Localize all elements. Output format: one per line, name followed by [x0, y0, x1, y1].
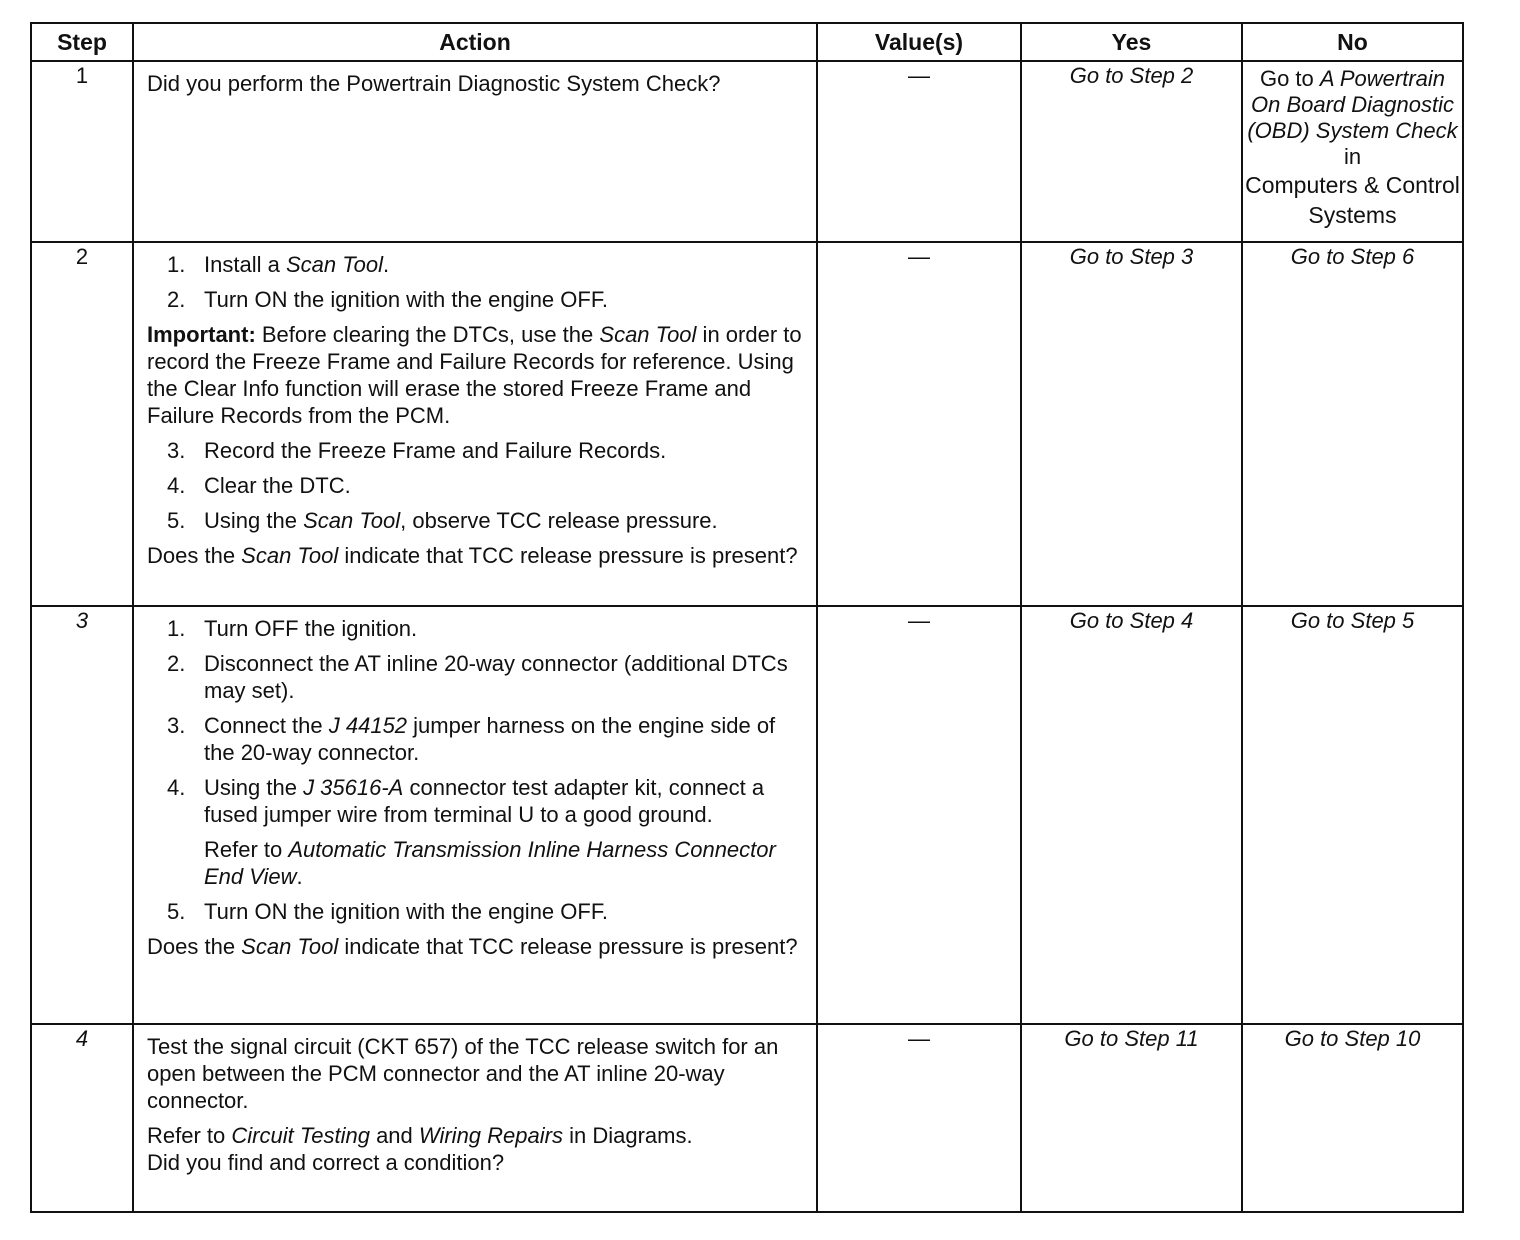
reference-note: Refer to Automatic Transmission Inline Harness Connector End View. — [204, 837, 776, 889]
step-number: 3 — [31, 606, 133, 1024]
value-cell: — — [817, 242, 1021, 606]
no-text: Go to — [1259, 66, 1320, 91]
no-cell: Go to Step 6 — [1242, 242, 1463, 606]
header-action: Action — [133, 23, 817, 61]
value-cell: — — [817, 61, 1021, 242]
list-item: 2. Turn ON the ignition with the engine OFF. — [167, 287, 608, 312]
step-list — [147, 898, 806, 925]
step-number: 1 — [31, 61, 133, 242]
yes-cell: Go to Step 3 — [1021, 242, 1242, 606]
action-cell — [133, 61, 817, 242]
table-row — [31, 242, 1463, 606]
important-note: Important: Before clearing the DTCs, use the Scan Tool in order to record the Freeze Frame and Failure Records for reference. Using the Clear Info function will erase the stored Freeze Frame and Failure Records from the PCM. — [147, 322, 802, 428]
table-row — [31, 1024, 1463, 1212]
list-item: 2. Disconnect the AT inline 20-way connector (additional DTCs may set). — [167, 651, 788, 703]
value-cell: — — [817, 1024, 1021, 1212]
no-cell: Go to Step 5 — [1242, 606, 1463, 1024]
action-question: Does the Scan Tool indicate that TCC release pressure is present? — [147, 934, 798, 959]
action-text: Test the signal circuit (CKT 657) of the TCC release switch for an open between the PCM connector and the AT inline 20-way connector. — [147, 1034, 779, 1113]
list-item: 3. Record the Freeze Frame and Failure Records. — [167, 438, 667, 463]
yes-cell: Go to Step 2 — [1021, 61, 1242, 242]
reference-note: Refer to Circuit Testing and Wiring Repairs in Diagrams. — [147, 1123, 693, 1148]
header-yes: Yes — [1021, 23, 1242, 61]
no-text: in — [1343, 144, 1362, 169]
list-item: 4. Using the J 35616-A connector test adapter kit, connect a fused jumper wire from terminal U to a good ground. — [167, 775, 765, 827]
diagnostic-table — [30, 22, 1464, 1213]
no-cell — [1242, 61, 1463, 242]
step-list — [147, 437, 806, 534]
list-item: 4. Clear the DTC. — [167, 473, 351, 498]
action-question: Does the Scan Tool indicate that TCC release pressure is present? — [147, 543, 798, 568]
list-item: 5. Turn ON the ignition with the engine OFF. — [167, 899, 608, 924]
step-list — [147, 615, 806, 828]
table-row — [31, 61, 1463, 242]
table-row — [31, 606, 1463, 1024]
list-item: 1. Turn OFF the ignition. — [167, 616, 418, 641]
header-values: Value(s) — [817, 23, 1021, 61]
step-number: 4 — [31, 1024, 133, 1212]
no-link-text: A Powertrain On Board Diagnostic (OBD) System Check — [1247, 66, 1458, 143]
list-item: 5. Using the Scan Tool, observe TCC release pressure. — [167, 508, 718, 533]
action-cell — [133, 242, 817, 606]
action-question: Did you find and correct a condition? — [147, 1150, 505, 1175]
step-list — [147, 251, 806, 313]
action-cell — [133, 1024, 817, 1212]
header-step: Step — [31, 23, 133, 61]
header-row — [31, 23, 1463, 61]
list-item: 1. Install a Scan Tool. — [167, 252, 390, 277]
header-no: No — [1242, 23, 1463, 61]
value-cell: — — [817, 606, 1021, 1024]
action-question: Did you perform the Powertrain Diagnostic System Check? — [147, 71, 721, 96]
step-number: 2 — [31, 242, 133, 606]
yes-cell: Go to Step 4 — [1021, 606, 1242, 1024]
action-cell — [133, 606, 817, 1024]
list-item: 3. Connect the J 44152 jumper harness on the engine side of the 20-way connector. — [167, 713, 776, 765]
no-manual-name: Computers & Control Systems — [1245, 172, 1460, 228]
yes-cell: Go to Step 11 — [1021, 1024, 1242, 1212]
no-cell: Go to Step 10 — [1242, 1024, 1463, 1212]
